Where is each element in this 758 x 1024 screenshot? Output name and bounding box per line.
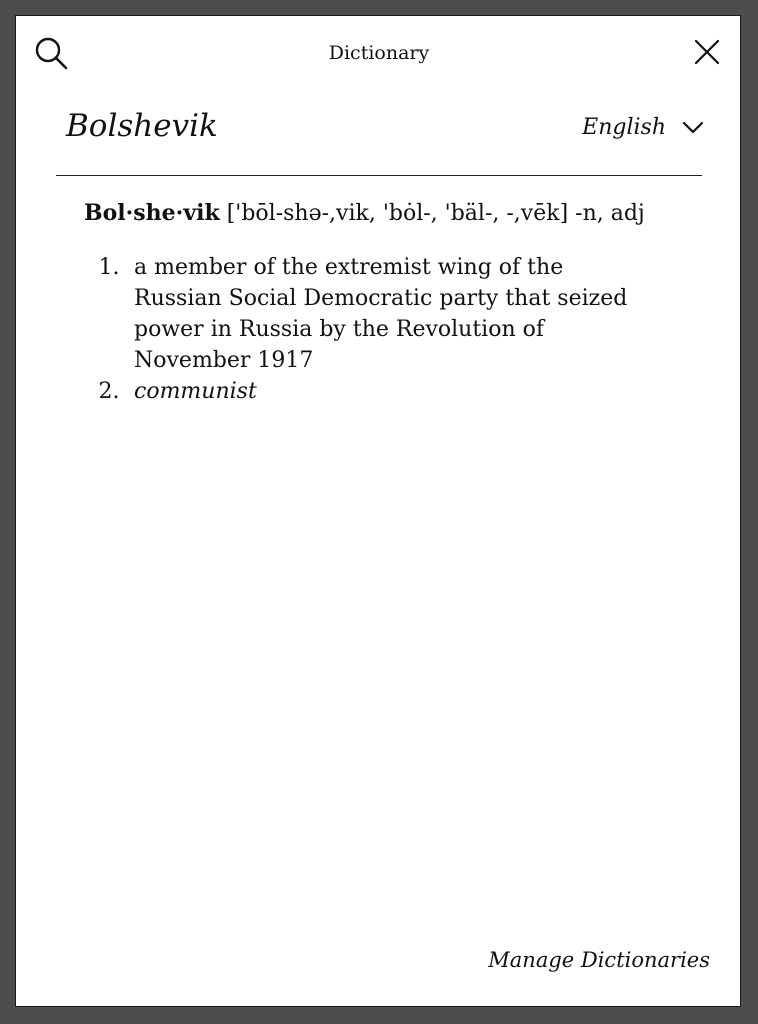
definition-text: communist: [134, 379, 257, 404]
entry-syllabified: Bol·she·vik: [84, 200, 220, 226]
definition-list: [84, 252, 644, 407]
language-selector[interactable]: [582, 115, 704, 140]
definition-number: 1.: [98, 255, 120, 280]
definition-item: [84, 376, 644, 407]
close-button[interactable]: [694, 39, 720, 65]
page-title: Dictionary: [328, 42, 430, 64]
divider: [56, 175, 702, 176]
headword: Bolshevik: [66, 108, 218, 144]
chevron-down-icon: [682, 121, 704, 135]
manage-dictionaries-link[interactable]: Manage Dictionaries: [488, 948, 710, 972]
entry-header: [84, 198, 704, 229]
definition-number: 2.: [98, 379, 120, 404]
definition-text: a member of the extremist wing of the Russian Social Democratic party that seized power in Russia by the Revolution of November 1917: [134, 255, 628, 373]
definition-item: [84, 252, 644, 376]
language-label: English: [582, 115, 666, 140]
dictionary-panel: [15, 15, 741, 1007]
entry-pronunciation: ['bōl-shə-,vik, 'bȯl-, 'bäl-, -,vēk] -n, adj: [219, 201, 645, 226]
close-icon: [694, 39, 720, 65]
